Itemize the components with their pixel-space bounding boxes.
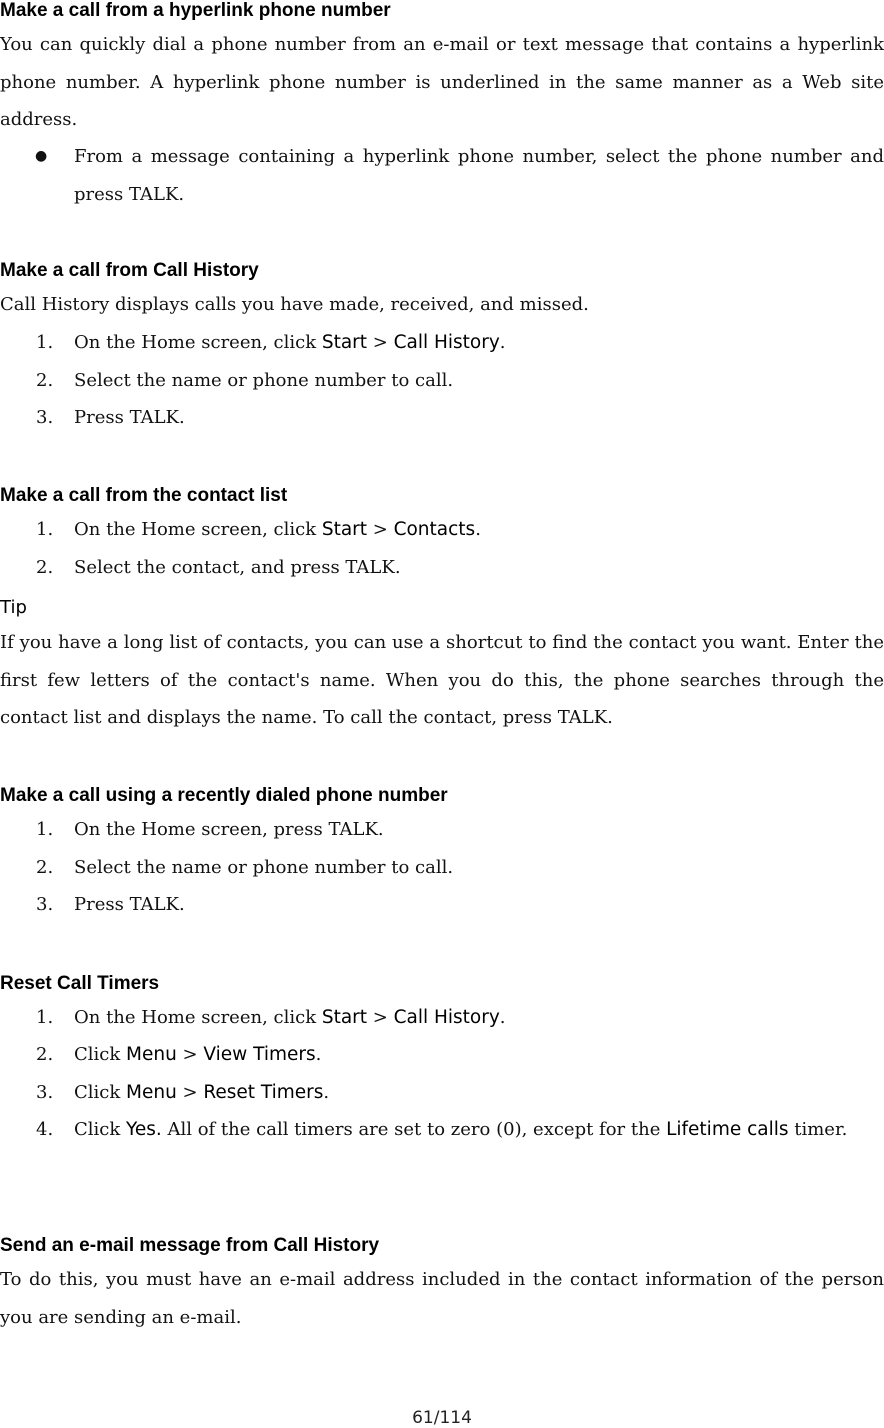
list-item xyxy=(0,399,884,437)
list-item-text: On the Home screen, click Start > Call History. xyxy=(74,1007,506,1028)
list-item-text: Press TALK. xyxy=(74,407,185,428)
list-item xyxy=(0,324,884,362)
ui-term-call-history: Call History xyxy=(393,1007,500,1028)
list-item xyxy=(0,1036,884,1074)
list-item-text: On the Home screen, press TALK. xyxy=(74,819,384,840)
ui-term-lifetime-calls: Lifetime calls xyxy=(666,1119,789,1140)
list-item-text: On the Home screen, click Start > Call History. xyxy=(74,332,506,353)
ui-term-menu: Menu xyxy=(126,1082,177,1103)
step-number: 1. xyxy=(36,819,54,840)
ui-term-contacts: Contacts xyxy=(393,519,476,540)
list-item xyxy=(0,511,884,549)
list-item xyxy=(0,999,884,1037)
list-item xyxy=(0,811,884,849)
section-heading-reset-timers: Reset Call Timers xyxy=(0,973,160,994)
step-number: 1. xyxy=(36,519,54,540)
step-number: 3. xyxy=(36,894,54,915)
step-number: 2. xyxy=(36,857,54,878)
step-number: 1. xyxy=(36,1007,54,1028)
list-item-text: Click Yes. All of the call timers are set to zero (0), except for the Lifetime calls timer. xyxy=(74,1119,848,1140)
step-number: 2. xyxy=(36,370,54,391)
tip-paragraph: If you have a long list of contacts, you can use a shortcut to find the contact you want. Enter the first few letters of the contact's name. When you do this, the phone searches through the contact list and displays the name. To call the contact, press TALK. xyxy=(0,632,884,728)
ui-term-start: Start xyxy=(321,519,368,540)
email-intro-paragraph: To do this, you must have an e-mail address included in the contact information of the person you are sending an e-mail. xyxy=(0,1269,884,1328)
list-item xyxy=(0,362,884,400)
ui-term-start: Start xyxy=(321,332,368,353)
step-number: 2. xyxy=(36,1044,54,1065)
ui-term-view-timers: View Timers xyxy=(203,1044,316,1065)
list-item-text: On the Home screen, click Start > Contacts. xyxy=(74,519,481,540)
hyperlink-intro-paragraph: You can quickly dial a phone number from an e-mail or text message that contains a hyperlink phone number. A hyperlink phone number is underlined in the same manner as a Web site address. xyxy=(0,34,884,130)
list-item-text: Press TALK. xyxy=(74,894,185,915)
section-heading-email: Send an e-mail message from Call History xyxy=(0,1235,380,1256)
bullet-icon: ● xyxy=(35,148,48,164)
section-heading-call-history: Make a call from Call History xyxy=(0,260,259,281)
section-heading-recent: Make a call using a recently dialed phone number xyxy=(0,785,448,806)
list-item xyxy=(0,549,884,587)
step-number: 3. xyxy=(36,407,54,428)
list-item xyxy=(0,1074,884,1112)
ui-term-yes: Yes. xyxy=(126,1119,162,1140)
list-item xyxy=(0,138,884,213)
step-number: 1. xyxy=(36,332,54,353)
step-number: 2. xyxy=(36,557,54,578)
ui-term-start: Start xyxy=(321,1007,368,1028)
list-item xyxy=(0,1111,884,1149)
list-item xyxy=(0,849,884,887)
step-number: 3. xyxy=(36,1082,54,1103)
list-item-text: Select the name or phone number to call. xyxy=(74,857,454,878)
section-heading-hyperlink: Make a call from a hyperlink phone number xyxy=(0,0,391,21)
call-history-intro-paragraph: Call History displays calls you have made, received, and missed. xyxy=(0,294,589,315)
list-item xyxy=(0,886,884,924)
list-item-text: Select the name or phone number to call. xyxy=(74,370,454,391)
list-item-text: Select the contact, and press TALK. xyxy=(74,557,401,578)
ui-term-call-history: Call History xyxy=(393,332,500,353)
step-number: 4. xyxy=(36,1119,54,1140)
list-item-text: Click Menu > Reset Timers. xyxy=(74,1082,330,1103)
section-heading-contact-list: Make a call from the contact list xyxy=(0,485,288,506)
page-number: 61/114 xyxy=(412,1408,472,1428)
ui-term-menu: Menu xyxy=(126,1044,177,1065)
list-item-text: Click Menu > View Timers. xyxy=(74,1044,322,1065)
tip-label: Tip xyxy=(0,597,27,618)
list-item-text: From a message containing a hyperlink phone number, select the phone number and press TALK. xyxy=(74,146,884,205)
ui-term-reset-timers: Reset Timers xyxy=(203,1082,324,1103)
